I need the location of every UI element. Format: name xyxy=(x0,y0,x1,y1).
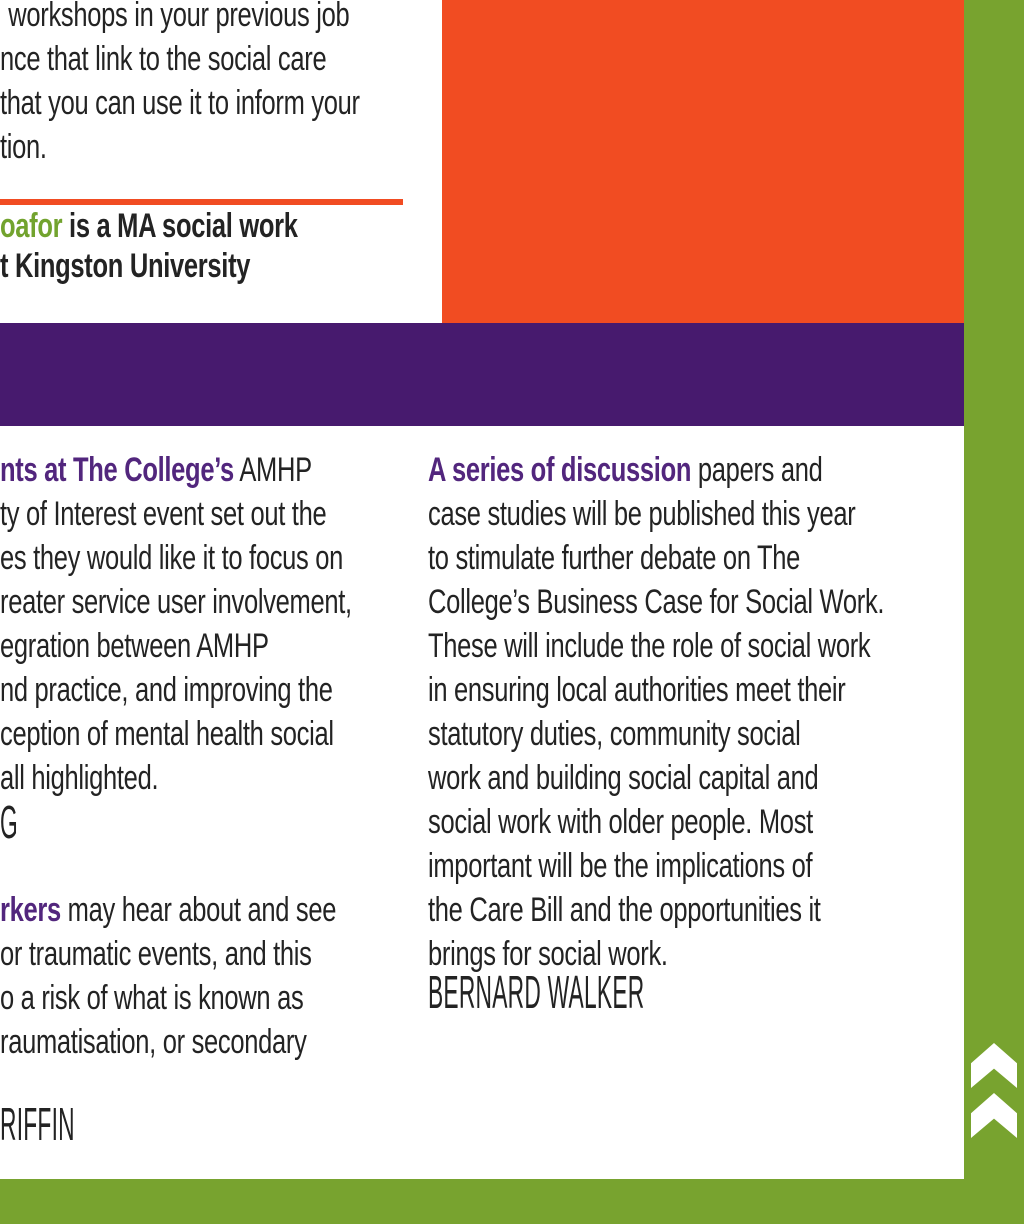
text-line: in ensuring local authorities meet their xyxy=(428,671,846,709)
orange-divider-rule xyxy=(0,199,403,205)
byline-row xyxy=(0,1098,540,1150)
text-line: work and building social capital and xyxy=(428,759,819,797)
text-run: AMHP xyxy=(233,451,312,489)
bio-text: t Kingston University xyxy=(0,247,251,285)
text-line: es they would like it to focus on xyxy=(0,539,344,577)
text-line: brings for social work. xyxy=(428,935,668,973)
double-chevron-up-icon xyxy=(971,1043,1017,1138)
text-line: tion. xyxy=(0,128,47,166)
text-line: ty of Interest event set out the xyxy=(0,495,327,533)
chevron-up-icon xyxy=(971,1043,1017,1088)
text-line: or traumatic events, and this xyxy=(0,935,312,973)
text-line: important will be the implications of xyxy=(428,847,813,885)
text-line: raumatisation, or secondary xyxy=(0,1023,307,1061)
text-run: papers and xyxy=(691,451,823,489)
text-run: may hear about and see xyxy=(60,891,337,929)
text-line: statutory duties, community social xyxy=(428,715,801,753)
purple-section-band xyxy=(0,323,964,426)
bio-line xyxy=(0,246,540,286)
author-bio xyxy=(0,206,540,286)
bio-line xyxy=(0,206,540,246)
right-column xyxy=(428,448,968,1018)
text-line: that you can use it to inform your xyxy=(0,84,360,122)
text-line: all highlighted. xyxy=(0,759,159,797)
lead-in-text: rkers xyxy=(0,891,61,929)
green-bottom-bar xyxy=(0,1179,1024,1224)
lead-in-text: nts at The College’s xyxy=(0,451,234,489)
text-line: reater service user involvement, xyxy=(0,583,352,621)
text-line: College’s Business Case for Social Work. xyxy=(428,583,885,621)
top-article-text xyxy=(0,0,540,169)
chevron-up-icon xyxy=(971,1093,1017,1138)
text-line: nce that link to the social care xyxy=(0,40,327,78)
author-byline: RIFFIN xyxy=(0,1098,75,1150)
text-line: social work with older people. Most xyxy=(428,803,813,841)
text-line: workshops in your previous job xyxy=(8,0,350,34)
text-line: the Care Bill and the opportunities it xyxy=(428,891,821,929)
bio-name-fragment: oafor xyxy=(0,207,63,245)
author-byline: BERNARD WALKER xyxy=(428,966,645,1018)
author-byline: G xyxy=(0,796,18,848)
green-sidebar-bar xyxy=(964,0,1024,1224)
text-line: egration between AMHP xyxy=(0,627,269,665)
text-line: These will include the role of social work xyxy=(428,627,871,665)
text-line: to stimulate further debate on The xyxy=(428,539,801,577)
text-line: case studies will be published this year xyxy=(428,495,856,533)
text-line: ception of mental health social xyxy=(0,715,334,753)
text-line: o a risk of what is known as xyxy=(0,979,304,1017)
bio-text: is a MA social work xyxy=(62,207,298,245)
text-line: nd practice, and improving the xyxy=(0,671,333,709)
lead-in-text: A series of discussion xyxy=(428,451,692,489)
text-line xyxy=(428,448,968,492)
byline-row xyxy=(428,966,968,1018)
